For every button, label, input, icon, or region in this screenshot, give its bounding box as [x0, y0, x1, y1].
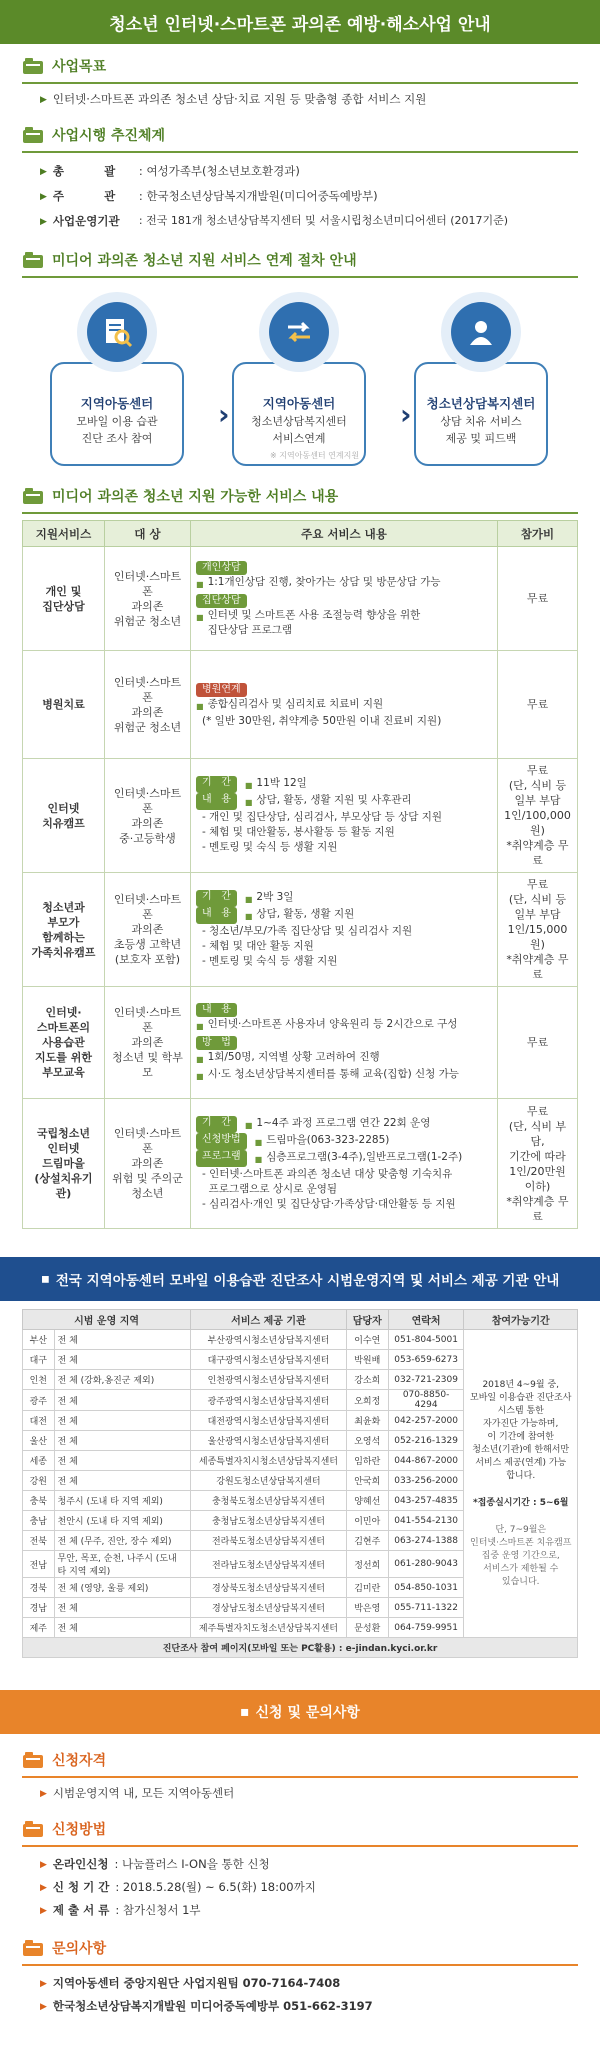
list-item: ▶ 한국청소년상담복지개발원 미디어중독예방부 051-662-3197: [22, 1995, 578, 2018]
method-section: 신청방법 ▶ 온라인신청 : 나눔플러스 I-ON을 통한 신청 ▶ 신 청 기 간 : 2018.5.28(월) ~ 6.5(화) 18:00까지 ▶ 제 출 서 류 : 참가신청서 1부: [0, 1803, 600, 1922]
diagnosis-page-link[interactable]: 진단조사 참여 페이지(모바일 또는 PC활용) : e-jindan.kyci.or.kr: [23, 1638, 578, 1658]
table-row: 전남 무안, 목포, 순천, 나주시 (도내 타 지역 제외) 전라남도청소년상담복지센터 정선희 061-280-9043: [23, 1551, 578, 1578]
arrow-right-icon: ▶: [40, 1906, 47, 1916]
folder-icon: [22, 126, 44, 144]
process-step: 청소년상담복지센터 상담 치유 서비스 제공 및 피드백: [414, 362, 548, 466]
folder-icon: [22, 57, 44, 75]
divider: [22, 276, 578, 278]
table-row: 대전 전 체 대전광역시청소년상담복지센터 최윤화 042-257-2000: [23, 1411, 578, 1431]
arrow-right-icon: ▶: [40, 2002, 47, 2012]
table-row: 경남 전 체 경상남도청소년상담복지센터 박은영 055-711-1322: [23, 1598, 578, 1618]
table-row: 개인 및 집단상담 인터넷·스마트폰 과의존 위험군 청소년 개인상담 ■ 1:1개인상담 진행, 찾아가는 상담 및 방문상담 가능 집단상담 ■ 인터넷 및 스마트폰 사용 조절능력 향상을 위한 집단상담 프로그램 무료: [23, 547, 578, 651]
person-icon: [441, 292, 521, 372]
table-row: 울산 전 체 울산광역시청소년상담복지센터 오영석 052-216-1329: [23, 1431, 578, 1451]
table-row: 경북 전 체 (영양, 울릉 제외) 경상북도청소년상담복지센터 김미란 054-850-1031: [23, 1578, 578, 1598]
table-row: 인터넷 치유캠프 인터넷·스마트폰 과의존 중·고등학생 기 간 ■ 11박 12일 내 용 ■ 상담, 활동, 생활 지원 및 사후관리 - 개인 및 집단상담, 심리검사, 부모상담 등 상담 지원 - 체험 및 대안활동, 봉사활동 등 활동 지원 - 멘토링 및 숙식 등 생활 지원 무료 (단, 식비 등 일부 부담 1인/100,000원) *취약계층 무료: [23, 759, 578, 873]
services-section: [0, 484, 600, 1229]
folder-icon: [22, 251, 44, 269]
list-item: ▶ 사업운영기관 : 전국 181개 청소년상담복지센터 및 서울시립청소년미디어센터 (2017기준): [22, 209, 578, 234]
list-item: ▶ 총 괄 : 여성가족부(청소년보호환경과): [22, 159, 578, 184]
services-table: 지원서비스 대 상 주요 서비스 내용 참가비 개인 및 집단상담 인터넷·스마트폰 과의존 위험군 청소년 개인상담 ■ 1:1개인상담 진행, 찾아가는 상담 및 방문상담 가능 집단상담 ■ 인터넷 및 스마트폰 사용 조절능력 향상을 위한 집단상담 프로그램 무료 병원치료 인터넷·스마트폰 과의존 위험군 청소년 병원연계 ■ 종합심리검사 및 심리치료 치료비 지원 (* 일반 30만원, 취약계층 50만원 이내 진료비 지원) 무료 인터넷 치유캠프 인터넷·스마트폰 과의존 중·고등학생 기 간 ■ 11박 12일 내 용 ■ 상담, 활동, 생활 지원 및 사후관리 - 개인 및 집단상담, 심리검사, 부모상담 등 상담 지원 - 체험 및 대안활동, 봉사활동 등 활동 지원 - 멘토링 및 숙식 등 생활 지원 무료 (단, 식비 등 일부 부담 1인/100,000원) *취약계층 무료 청소년과 부모가 함께하는 가족치유캠프 인터넷·스마트폰 과의존 초등생 고학년 (보호자 포함) 기 간 ■ 2박 3일 내 용 ■ 상담, 활동, 생활 지원 - 청소년/부모/가족 집단상담 및 심리검사 지원 - 체험 및 대안 활동 지원 - 멘토링 및 숙식 등 생활 지원 무료 (단, 식비 등 일부 부담 1인/15,000원) *취약계층 무료 인터넷· 스마트폰의 사용습관 지도를 위한 부모교육 인터넷·스마트폰 과의존 청소년 및 학부모 내 용 ■ 인터넷·스마트폰 사용자녀 양육원리 등 2시간으로 구성 방 법 ■ 1회/50명, 지역별 상황 고려하여 진행 ■ 시·도 청소년상담복지센터를 통해 교육(집합) 신청 가능 무료 국립청소년 인터넷 드림마을 (상설치유기관) 인터넷·스마트폰 과의존 위험 및 주의군 청소년 기 간 ■ 1~4주 과정 프로그램 연간 22회 운영 신청방법 ■ 드림마을(063-323-2285) 프로그램 ■ 심층프로그램(3-4주),일반프로그램(1-2주) - 인터넷·스마트폰 과의존 청소년 대상 맞춤형 기숙치유 프로그램으로 상시로 운영됨 - 심리검사·개인 및 집단상담·가족상담·대안활동 등 지원 무료 (단, 식비 부담, 기간에 따라 1인/20만원 이하) *취약계층 무료: [22, 520, 578, 1229]
apply-bar: ▪ 신청 및 문의사항: [0, 1690, 600, 1734]
table-row: 세종 전 체 세종특별자치시청소년상담복지센터 임하란 044-867-2000: [23, 1451, 578, 1471]
process-step: 지역아동센터 모바일 이용 습관 진단 조사 참여: [50, 362, 184, 466]
list-item: ▶ 지역아동센터 중앙지원단 사업지원팀 070-7164-7408: [22, 1972, 578, 1995]
divider: [22, 512, 578, 514]
arrow-right-icon: ▶: [40, 192, 47, 202]
arrow-right-icon: ▶: [40, 167, 47, 177]
folder-icon: [22, 1820, 44, 1838]
process-section: [0, 234, 600, 484]
table-row: 충남 천안시 (도내 타 지역 제외) 충청남도청소년상담복지센터 이민아 041-554-2130: [23, 1511, 578, 1531]
folder-icon: [22, 1939, 44, 1957]
list-item: ▶ 온라인신청 : 나눔플러스 I-ON을 통한 신청: [22, 1853, 578, 1876]
table-row: 병원치료 인터넷·스마트폰 과의존 위험군 청소년 병원연계 ■ 종합심리검사 및 심리치료 치료비 지원 (* 일반 30만원, 취약계층 50만원 이내 진료비 지원) 무료: [23, 651, 578, 759]
table-row: 대구 전 체 대구광역시청소년상담복지센터 박원배 053-659-6273: [23, 1350, 578, 1370]
table-row: 인천 전 체 (강화,옹진군 제외) 인천광역시청소년상담복지센터 강소희 032-721-2309: [23, 1370, 578, 1390]
list-item: ▶ 신 청 기 간 : 2018.5.28(월) ~ 6.5(화) 18:00까지: [22, 1876, 578, 1899]
goal-title: 사업목표: [52, 59, 107, 75]
table-row: 제주 전 체 제주특별자치도청소년상담복지센터 문성환 064-759-9951: [23, 1618, 578, 1638]
table-row: 충북 청주시 (도내 타 지역 제외) 충청북도청소년상담복지센터 양혜선 043-257-4835: [23, 1491, 578, 1511]
divider: [22, 151, 578, 153]
process-title: 미디어 과의존 청소년 지원 서비스 연계 절차 안내: [52, 253, 357, 269]
list-item: ▶ 제 출 서 류 : 참가신청서 1부: [22, 1899, 578, 1922]
process-step: 지역아동센터 청소년상담복지센터 서비스연계: [232, 362, 366, 466]
bullet-icon: ▪: [40, 1271, 50, 1287]
document-magnifier-icon: [77, 292, 157, 372]
page-title: 청소년 인터넷·스마트폰 과의존 예방·해소사업 안내: [0, 0, 600, 44]
table-row: 강원 전 체 강원도청소년상담복지센터 안국희 033-256-2000: [23, 1471, 578, 1491]
bullet-icon: ▪: [240, 1704, 250, 1720]
transfer-arrows-icon: [259, 292, 339, 372]
divider: [22, 1845, 578, 1847]
table-row: 부산 전 체 부산광역시청소년상담복지센터 이수연 051-804-5001 2018년 4~9월 중, 모바일 이용습관 진단조사 시스템 통한 자가진단 가능하며, 이 기간에 참여한 청소년(기관)에 한해서만 서비스 제공(연계) 가능 합니다. *접종실시기간 : 5~6월 단, 7~9월은 인터넷·스마트폰 치유캠프 집중 운영 기간으로, 서비스가 제한될 수 있습니다.: [23, 1330, 578, 1350]
regions-section: [0, 1301, 600, 1658]
list-item: ▶ 시범운영지역 내, 모든 지역아동센터: [22, 1784, 578, 1803]
system-title: 사업시행 추진체계: [52, 128, 166, 144]
divider: [22, 1776, 578, 1778]
arrow-right-icon: ▶: [40, 1860, 47, 1870]
table-row: 인터넷· 스마트폰의 사용습관 지도를 위한 부모교육 인터넷·스마트폰 과의존 청소년 및 학부모 내 용 ■ 인터넷·스마트폰 사용자녀 양육원리 등 2시간으로 구성 방 법 ■ 1회/50명, 지역별 상황 고려하여 진행 ■ 시·도 청소년상담복지센터를 통해 교육(집합) 신청 가능 무료: [23, 987, 578, 1099]
list-item: ▶ 인터넷·스마트폰 과의존 청소년 상담·치료 지원 등 맞춤형 종합 서비스 지원: [22, 90, 578, 109]
list-item: ▶ 주 관 : 한국청소년상담복지개발원(미디어중독예방부): [22, 184, 578, 209]
process-flow: [22, 284, 578, 484]
goal-section: [0, 44, 600, 109]
divider: [22, 1964, 578, 1966]
chevron-right-icon: ›: [218, 398, 230, 431]
regions-table: 시범 운영 지역 서비스 제공 기관 담당자 연락처 참여가능기간 부산 전 체 부산광역시청소년상담복지센터 이수연 051-804-5001 2018년 4~9월 중, 모바일 이용습관 진단조사 시스템 통한 자가진단 가능하며, 이 기간에 참여한 청소년(기관)에 한해서만 서비스 제공(연계) 가능 합니다. *접종실시기간 : 5~6월 단, 7~9월은 인터넷·스마트폰 치유캠프 집중 운영 기간으로, 서비스가 제한될 수 있습니다. 대구 전 체 대구광역시청소년상담복지센터 박원배 053-659-6273 인천 전 체 (강화,옹진군 제외) 인천광역시청소년상담복지센터 강소희 032-721-2309 광주 전 체 광주광역시청소년상담복지센터 오희정 070-8850-4294 대전 전 체 대전광역시청소년상담복지센터 최윤화 042-257-2000 울산 전 체 울산광역시청소년상담복지센터 오영석 052-216-1329 세종 전 체 세종특별자치시청소년상담복지센터 임하란 044-867-2000 강원 전 체 강원도청소년상담복지센터 안국희 033-256-2000 충북 청주시 (도내 타 지역 제외) 충청북도청소년상담복지센터 양혜선 043-257-4835 충남 천안시 (도내 타 지역 제외) 충청남도청소년상담복지센터 이민아 041-554-2130 전북 전 체 (무주, 진안, 장수 제외) 전라북도청소년상담복지센터 김현주 063-274-1388 전남 무안, 목포, 순천, 나주시 (도내 타 지역 제외) 전라남도청소년상담복지센터 정선희 061-280-9043 경북 전 체 (영양, 울릉 제외) 경상북도청소년상담복지센터 김미란 054-850-1031 경남 전 체 경상남도청소년상담복지센터 박은영 055-711-1322 제주 전 체 제주특별자치도청소년상담복지센터 문성환 064-759-9951 진단조사 참여 페이지(모바일 또는 PC활용) : e-jindan.kyci.or.kr: [22, 1309, 578, 1658]
regions-title: ▪ 전국 지역아동센터 모바일 이용습관 진단조사 시범운영지역 및 서비스 제공 기관 안내: [0, 1257, 600, 1301]
table-row: 광주 전 체 광주광역시청소년상담복지센터 오희정 070-8850-4294: [23, 1390, 578, 1411]
participation-period: 2018년 4~9월 중, 모바일 이용습관 진단조사 시스템 통한 자가진단 가능하며, 이 기간에 참여한 청소년(기관)에 한해서만 서비스 제공(연계) 가능 합니다. *접종실시기간 : 5~6월 단, 7~9월은 인터넷·스마트폰 치유캠프 집중 운영 기간으로, 서비스가 제한될 수 있습니다.: [464, 1330, 578, 1638]
qualification-section: 신청자격 ▶ 시범운영지역 내, 모든 지역아동센터: [0, 1734, 600, 1803]
table-row: 국립청소년 인터넷 드림마을 (상설치유기관) 인터넷·스마트폰 과의존 위험 및 주의군 청소년 기 간 ■ 1~4주 과정 프로그램 연간 22회 운영 신청방법 ■ 드림마을(063-323-2285) 프로그램 ■ 심층프로그램(3-4주),일반프로그램(1-2주) - 인터넷·스마트폰 과의존 청소년 대상 맞춤형 기숙치유 프로그램으로 상시로 운영됨 - 심리검사·개인 및 집단상담·가족상담·대안활동 등 지원 무료 (단, 식비 부담, 기간에 따라 1인/20만원 이하) *취약계층 무료: [23, 1099, 578, 1229]
table-row: 청소년과 부모가 함께하는 가족치유캠프 인터넷·스마트폰 과의존 초등생 고학년 (보호자 포함) 기 간 ■ 2박 3일 내 용 ■ 상담, 활동, 생활 지원 - 청소년/부모/가족 집단상담 및 심리검사 지원 - 체험 및 대안 활동 지원 - 멘토링 및 숙식 등 생활 지원 무료 (단, 식비 등 일부 부담 1인/15,000원) *취약계층 무료: [23, 873, 578, 987]
process-note: ※ 지역아동센터 연계지원: [270, 451, 360, 460]
contact-section: 문의사항 ▶ 지역아동센터 중앙지원단 사업지원팀 070-7164-7408 ▶ 한국청소년상담복지개발원 미디어중독예방부 051-662-3197: [0, 1922, 600, 2018]
folder-icon: [22, 1751, 44, 1769]
divider: [22, 82, 578, 84]
table-row: 전북 전 체 (무주, 진안, 장수 제외) 전라북도청소년상담복지센터 김현주 063-274-1388: [23, 1531, 578, 1551]
system-section: [0, 109, 600, 234]
folder-icon: [22, 487, 44, 505]
chevron-right-icon: ›: [400, 398, 412, 431]
services-title: 미디어 과의존 청소년 지원 가능한 서비스 내용: [52, 489, 339, 505]
arrow-right-icon: ▶: [40, 1883, 47, 1893]
arrow-right-icon: ▶: [40, 1789, 47, 1799]
arrow-right-icon: ▶: [40, 217, 47, 227]
arrow-right-icon: ▶: [40, 1979, 47, 1989]
arrow-right-icon: ▶: [40, 95, 47, 105]
